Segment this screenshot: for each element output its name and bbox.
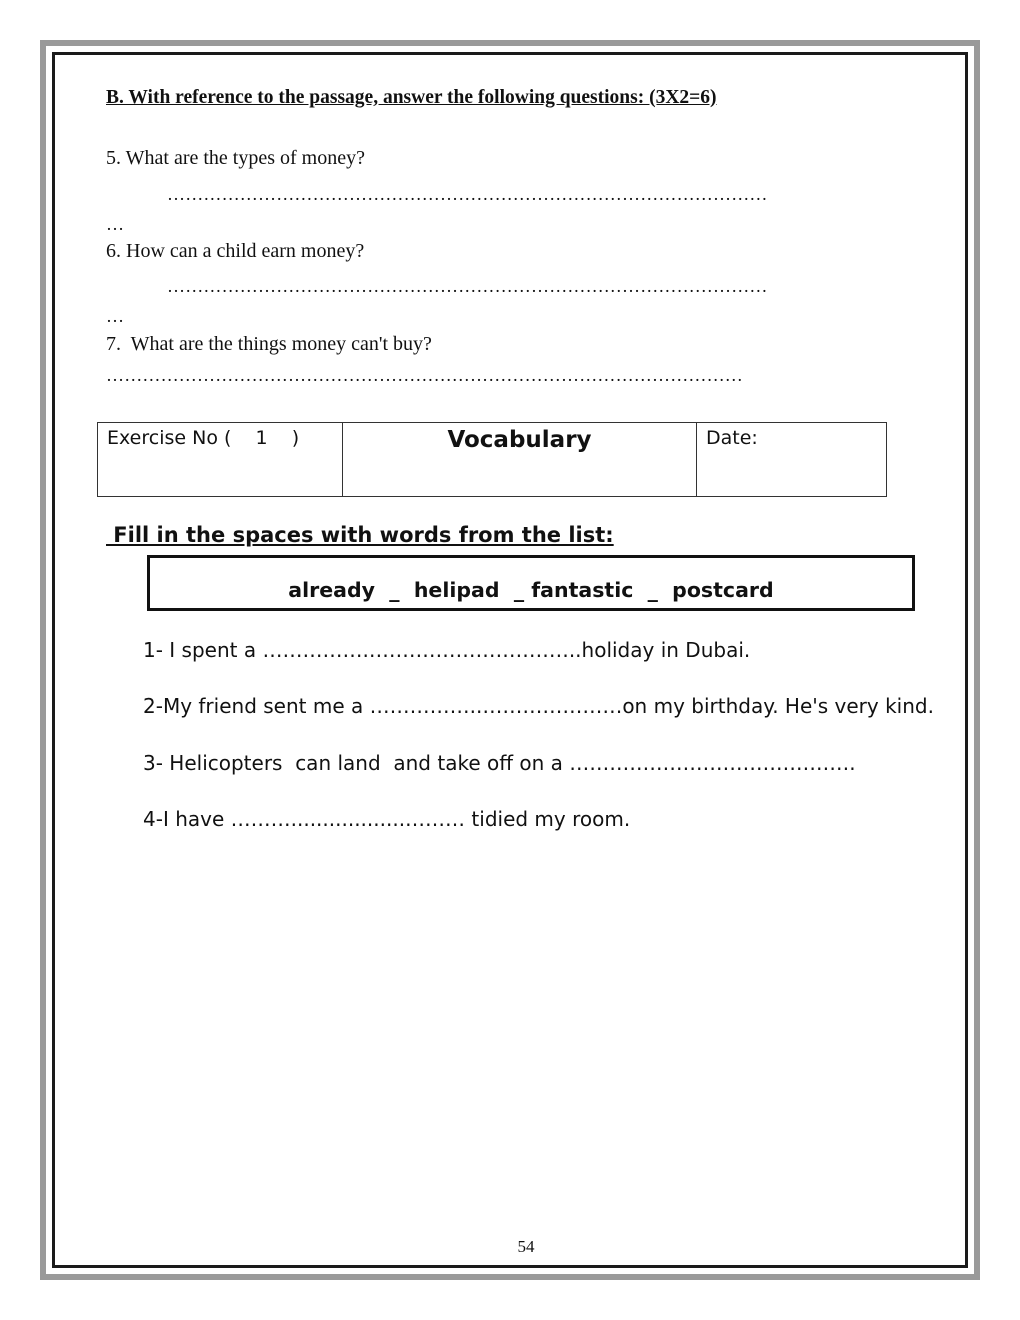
word-list: already _ helipad _ fantastic _ postcard: [288, 578, 774, 602]
section-b-title: B. With reference to the passage, answer the following questions: (3X2=6): [106, 87, 717, 108]
exercise-date-cell: [697, 423, 887, 497]
answer-line-5: ………………………………………………………………………………………: [167, 184, 768, 204]
answer-line-6-cont: …: [106, 306, 125, 326]
exercise-header-table: [97, 422, 887, 497]
sentence-1: 1- I spent a …………….…………………………..holiday in Dubai.: [143, 638, 751, 662]
question-5: 5. What are the types of money?: [106, 147, 365, 169]
sentence-2: 2-My friend sent me a ……………..…………………on my birthday. He's very kind.: [143, 694, 934, 718]
answer-line-6: ………………………………………………………………………………………: [167, 276, 768, 296]
exercise-title-cell: [343, 423, 697, 497]
date-label: Date:: [706, 427, 758, 449]
page-number: 54: [517, 1237, 535, 1256]
exercise-number-cell: [98, 423, 343, 497]
exercise-title: Vocabulary: [447, 427, 592, 453]
fill-instruction: Fill in the spaces with words from the list:: [106, 523, 614, 547]
question-6: 6. How can a child earn money?: [106, 240, 365, 262]
answer-line-7: ……………………………………………………………………………………………: [106, 365, 743, 385]
word-list-box: [147, 555, 915, 611]
answer-line-5-cont: …: [106, 214, 125, 234]
exercise-number-label: Exercise No ( 1 ): [107, 427, 300, 449]
sentence-3: 3- Helicopters can land and take off on a …………………………………….: [143, 751, 856, 775]
sentence-4: 4-I have ………..................……… tidied my room.: [143, 807, 631, 831]
question-7: 7. What are the things money can't buy?: [106, 333, 432, 355]
